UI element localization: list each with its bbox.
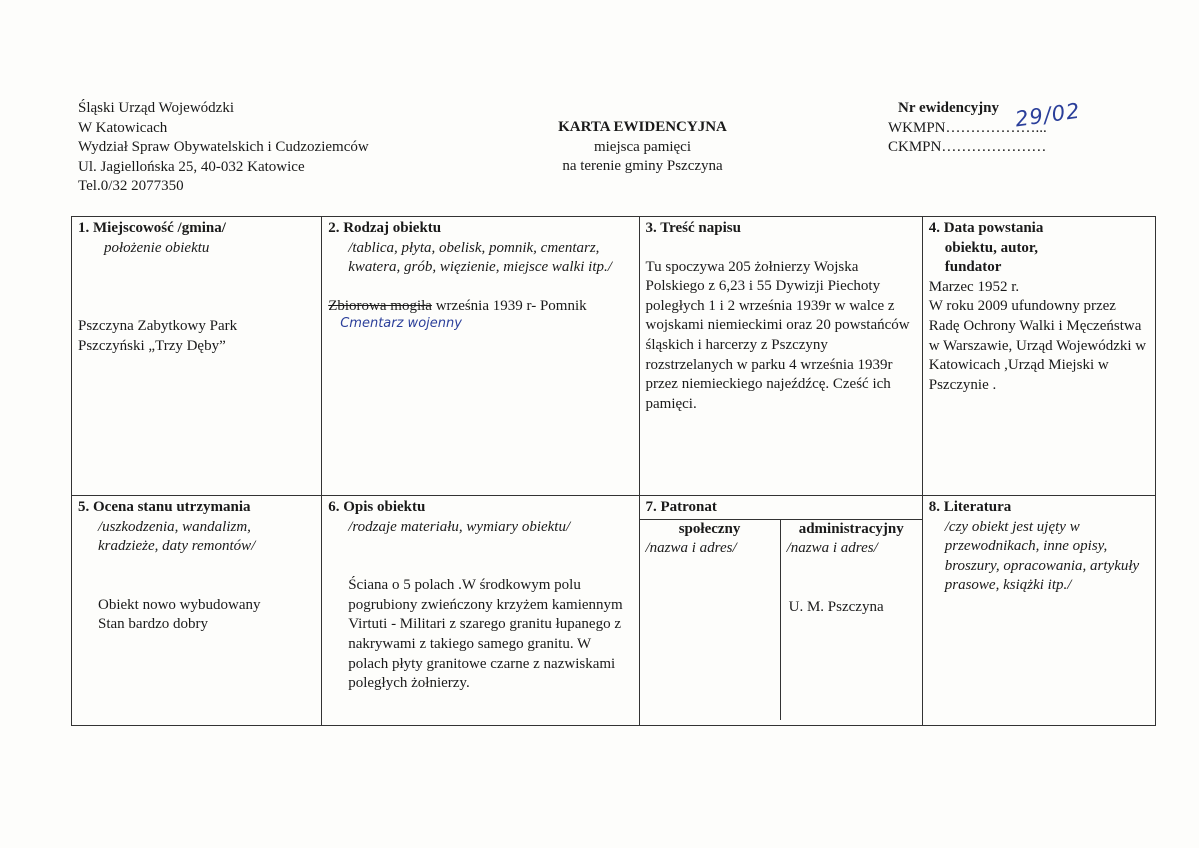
cell-title: 3. Treść napisu — [645, 220, 741, 236]
cell-title: 1. Miejscowość /gmina/ — [78, 220, 226, 236]
condition-value: Stan bardzo dobry — [98, 616, 208, 633]
patronage-admin-value: U. M. Pszczyna — [788, 598, 884, 615]
creation-date: Marzec 1952 r. — [928, 278, 1020, 295]
cell-patronage — [639, 496, 922, 726]
cell-location — [72, 217, 322, 496]
cell-literature — [922, 496, 1155, 726]
cell-title: 7. Patronat — [645, 499, 717, 515]
cell-subtitle: /czy obiekt jest ujęty w przewodnikach, inne opisy, broszury, opracowania, artykuły prasowe, książki itp./ — [944, 518, 1140, 594]
cell-title: 2. Rodzaj obiektu — [328, 220, 442, 236]
cell-subtitle: położenie obiektu — [104, 239, 210, 256]
condition-value: Obiekt nowo wybudowany — [98, 596, 261, 613]
cell-condition — [72, 496, 322, 726]
description-text: Ściana o 5 polach .W środkowym polu pogrubiony zwieńczony krzyżem kamiennym Virtuti - Militari z szarego granitu łupanego z nakrywami z takiego samego granitu. W polach płyty granitowe czarne z nazwiskami poległych żołnierzy. — [348, 577, 623, 692]
registry-number-label: Nr ewidencyjny — [898, 100, 999, 116]
patronage-admin — [781, 520, 922, 720]
cell-title: fundator — [944, 259, 1002, 276]
issuer-line: Wydział Spraw Obywatelskich i Cudzoziemców — [78, 139, 369, 155]
document-subtitle: miejsca pamięci — [593, 138, 692, 155]
founder-text: W roku 2009 ufundowny przez Radę Ochrony Walki i Męczeństwa w Warszawie, Urząd Wojewódzki w Katowicach ,Urząd Miejski w Pszczynie . — [928, 298, 1147, 393]
cell-title: 5. Ocena stanu utrzymania — [78, 499, 251, 515]
cell-title: 8. Literatura — [928, 499, 1012, 515]
document-title-block — [535, 118, 750, 177]
cell-title: obiektu, autor, — [944, 239, 1038, 256]
cell-description — [322, 496, 639, 726]
patronage-admin-subtitle: /nazwa i adres/ — [786, 540, 878, 557]
document-subtitle: na terenie gminy Pszczyna — [562, 158, 723, 174]
cell-date-author — [922, 217, 1155, 496]
issuer-line: Śląski Urząd Wojewódzki — [78, 100, 234, 116]
patronage-admin-title: administracyjny — [798, 520, 904, 537]
cell-subtitle: /uszkodzenia, wandalizm, kradzieże, daty remontów/ — [98, 518, 256, 555]
issuer-line: Tel.0/32 2077350 — [78, 178, 184, 194]
issuer-line: W Katowicach — [78, 119, 168, 136]
wkmpn-field: WKMPN………………... — [888, 119, 1047, 136]
registry-number-handwritten: 29/02 — [1013, 98, 1082, 132]
location-value: Pszczyński „Trzy Dęby” — [78, 337, 226, 354]
cell-inscription — [639, 217, 922, 496]
location-value: Pszczyna Zabytkowy Park — [78, 318, 238, 335]
inscription-text: Tu spoczywa 205 żołnierzy Wojska Polskiego z 6,23 i 55 Dywizji Piechoty poległych 1 i 2 września 1939r w walce z wojskami niemieckimi oraz 20 powstańców śląskich i harcerzy z Pszczyny rozstrzelanych w parku 4 września 1939r przez niemieckiego najeźdźcę. Cześć ich pamięci. — [645, 258, 910, 412]
cell-object-type — [322, 217, 639, 496]
patronage-social — [640, 520, 781, 720]
handwritten-correction: Cmentarz wojenny — [340, 316, 462, 332]
object-type-text: września 1939 r- Pomnik — [431, 297, 587, 314]
patronage-social-subtitle: /nazwa i adres/ — [645, 540, 737, 557]
document-title: KARTA EWIDENCYJNA — [558, 119, 727, 135]
patronage-social-title: społeczny — [678, 520, 741, 537]
ckmpn-field: CKMPN………………… — [888, 139, 1047, 155]
cell-title: 6. Opis obiektu — [328, 499, 426, 515]
record-table — [71, 216, 1156, 726]
struck-text: Zbiorowa mogiła — [328, 297, 432, 314]
cell-title: 4. Data powstania — [928, 220, 1044, 236]
cell-subtitle: /rodzaje materiału, wymiary obiektu/ — [348, 518, 571, 535]
cell-subtitle: /tablica, płyta, obelisk, pomnik, cmentarz, kwatera, grób, więzienie, miejsce walki itp./ — [348, 239, 612, 276]
issuer-line: Ul. Jagiellońska 25, 40-032 Katowice — [78, 158, 305, 175]
issuer-block — [78, 99, 369, 197]
